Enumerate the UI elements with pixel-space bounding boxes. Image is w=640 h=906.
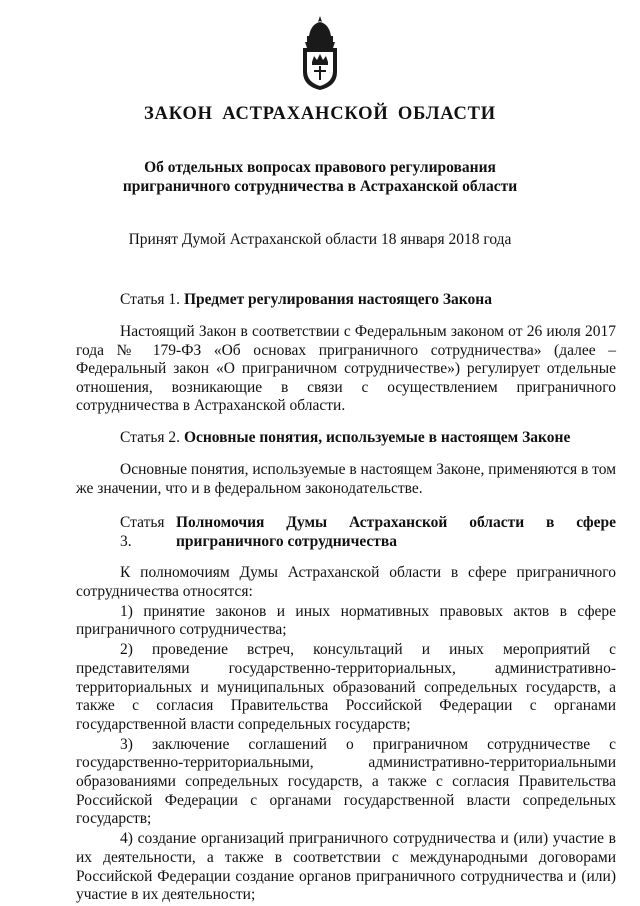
article-3-title-line-1: Полномочия Думы Астраханской области в сфере: [176, 514, 616, 531]
list-item: [76, 736, 616, 829]
subtitle-line-1: Об отдельных вопросах правового регулирования: [144, 159, 496, 176]
list-item: [76, 603, 616, 640]
subtitle-line-2: приграничного сотрудничества в Астраханской области: [122, 178, 518, 195]
article-2-label: Статья 2.: [120, 429, 181, 446]
article-2-title: Основные понятия, используемые в настоящем Законе: [183, 429, 571, 446]
article-1-text-block: [76, 323, 616, 416]
article-1-heading: [120, 290, 492, 309]
page-title: ЗАКОН АСТРАХАНСКОЙ ОБЛАСТИ: [143, 104, 497, 124]
article-2-text-block: [76, 461, 616, 498]
list-item: [76, 830, 616, 904]
law-subtitle: [0, 158, 640, 196]
article-3-intro: К полномочиям Думы Астраханской области в сфере приграничного сотрудничества относятся:: [76, 564, 616, 600]
article-1-title: Предмет регулирования настоящего Закона: [183, 291, 492, 308]
article-1-text: Настоящий Закон в соответствии с Федеральным законом от 26 июля 2017 года № 179-ФЗ «Об основах приграничного сотрудничества» (далее – Федеральный закон «О приграничном сотрудничестве») регулирует отдельные отношения, возникающие в связи с осуществлением приграничного сотрудничества в Астраханской области.: [76, 323, 616, 415]
coat-of-arms-icon: [297, 14, 343, 92]
article-3-heading: [120, 513, 616, 551]
article-3-label: Статья 3.: [120, 514, 165, 550]
article-3-intro-para: [76, 564, 616, 601]
article-2-text: Основные понятия, используемые в настоящем Законе, применяются в том же значении, что и в федеральном законодательстве.: [76, 461, 616, 497]
article-3-item-4: 4) создание организаций приграничного сотрудничества и (или) участие в их деятельности, а также в соответствии с международными договорами Российской Федерации создание органов приграничного сотрудничества и (или) участие в их деятельности;: [76, 830, 616, 904]
list-item: [76, 641, 616, 734]
article-3-item-2: 2) проведение встреч, консультаций и иных мероприятий с представителями государственно-территориальных, административно-территориальных и муниципальных образований сопредельных государств, а также с согласия Правительства Российской Федерации с органами государственной власти сопредельных государств;: [76, 641, 616, 733]
adoption-note: Принят Думой Астраханской области 18 января 2018 года: [128, 231, 512, 248]
article-3-item-1: 1) принятие законов и иных нормативных правовых актов в сфере приграничного сотрудничества;: [76, 602, 616, 639]
article-3-item-3: 3) заключение соглашений о приграничном сотрудничестве с государственно-территориальными, административно-территориальными образованиями сопредельных государств, а также с согласия Правительства Российской Федерации с органами государственной власти сопредельных государств;: [76, 735, 616, 828]
article-3-body: [76, 564, 616, 906]
article-2-heading: [120, 428, 570, 447]
article-1-label: Статья 1.: [120, 291, 181, 308]
article-3-title-line-2: приграничного сотрудничества: [176, 533, 397, 550]
